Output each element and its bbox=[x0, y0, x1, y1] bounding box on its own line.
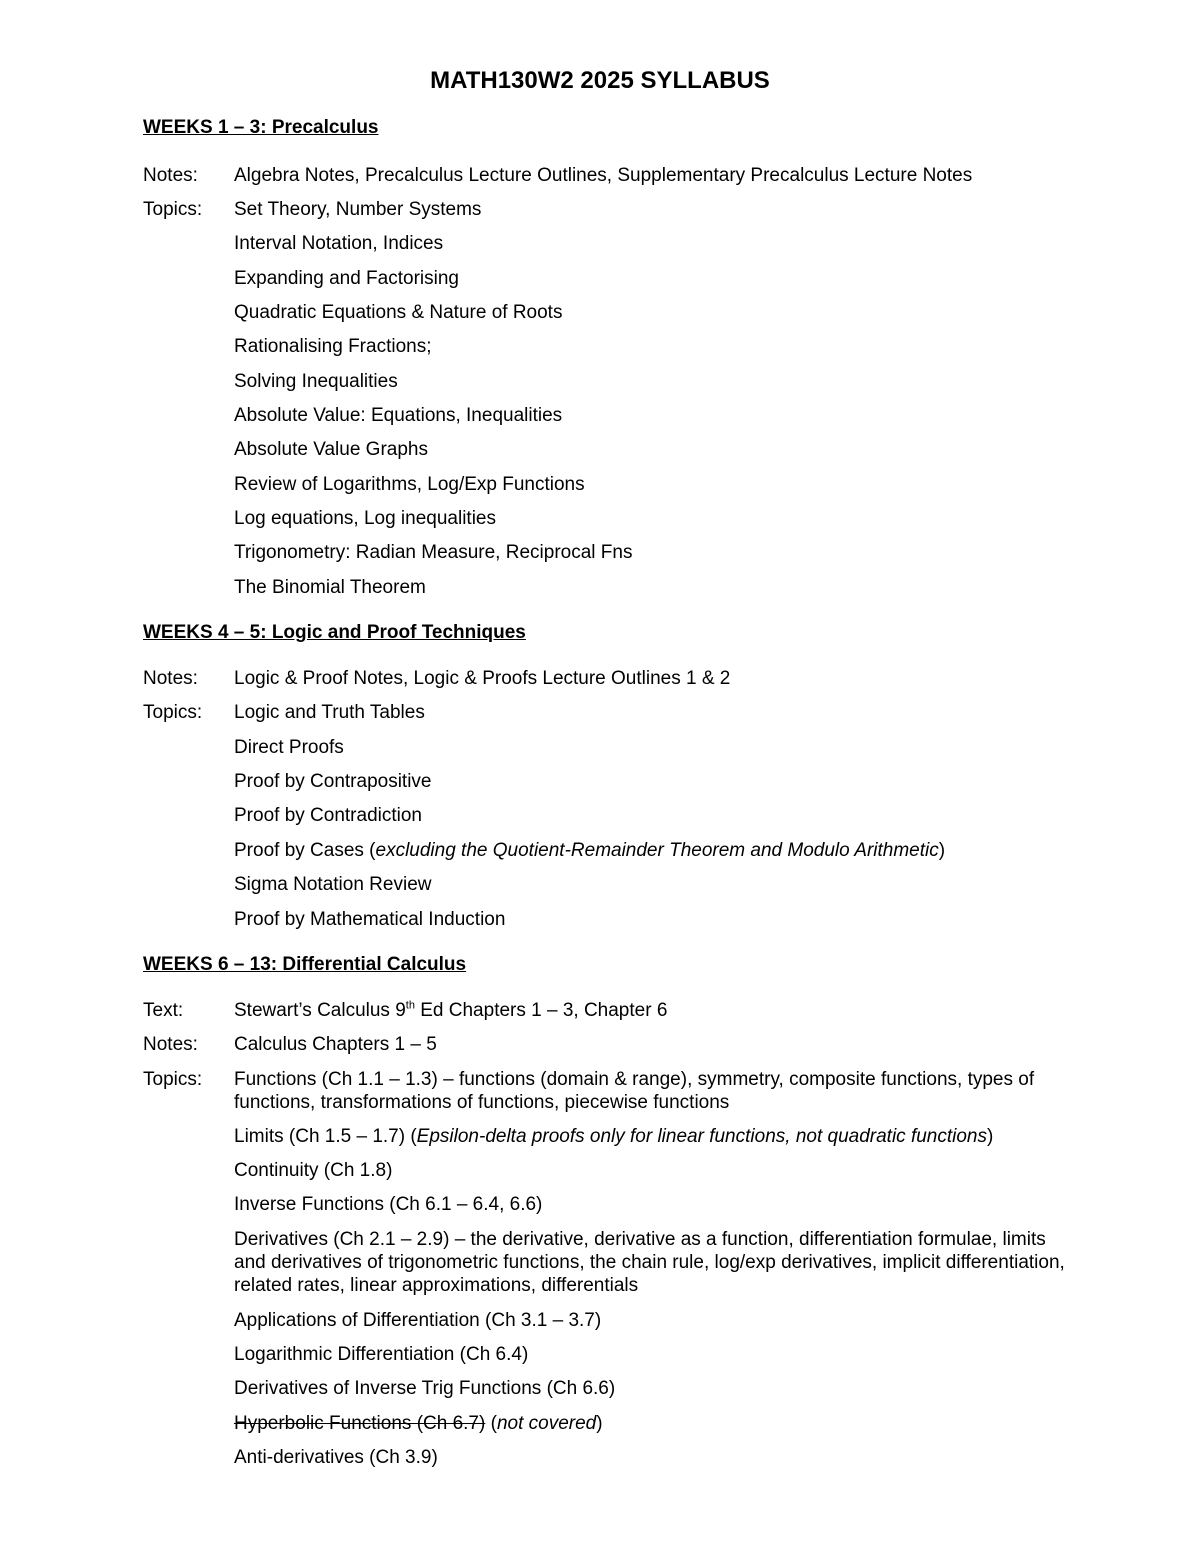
topic-item: Review of Logarithms, Log/Exp Functions bbox=[234, 474, 585, 495]
text-label: Text: bbox=[143, 1000, 184, 1021]
topic-item: Derivatives of Inverse Trig Functions (Ch 6.6) bbox=[234, 1378, 616, 1399]
topic-item: Continuity (Ch 1.8) bbox=[234, 1160, 393, 1181]
topic-end-text: ) bbox=[596, 1413, 603, 1434]
topic-italic-note: excluding the Quotient-Remainder Theorem and Modulo Arithmetic bbox=[375, 840, 939, 861]
notes-text: Logic & Proof Notes, Logic & Proofs Lecture Outlines 1 & 2 bbox=[234, 668, 731, 689]
topic-item: The Binomial Theorem bbox=[234, 577, 426, 598]
section-heading-differential-calculus: WEEKS 6 – 13: Differential Calculus bbox=[143, 954, 467, 975]
struck-topic-text: Hyperbolic Functions (Ch 6.7) bbox=[234, 1413, 486, 1434]
topic-item: Logic and Truth Tables bbox=[234, 702, 425, 723]
topic-main-text: Proof by Cases ( bbox=[234, 840, 376, 861]
topic-item: Sigma Notation Review bbox=[234, 874, 432, 895]
topic-item: Derivatives (Ch 2.1 – 2.9) – the derivative, derivative as a function, differentiation formulae, limits and derivatives of trigonometric functions, the chain rule, log/exp derivatives, implicit differentiation, related rates, linear approximations, differentials bbox=[234, 1229, 1065, 1296]
notes-label: Notes: bbox=[143, 165, 198, 186]
section-heading-precalculus: WEEKS 1 – 3: Precalculus bbox=[143, 117, 379, 138]
topic-item: Absolute Value: Equations, Inequalities bbox=[234, 405, 563, 426]
edition-superscript: th bbox=[405, 999, 415, 1012]
topic-item bbox=[234, 1412, 1078, 1435]
topic-item bbox=[234, 1125, 1078, 1148]
topics-label: Topics: bbox=[143, 1069, 203, 1090]
textbook-text bbox=[234, 999, 1078, 1022]
notes-label: Notes: bbox=[143, 1034, 198, 1055]
topics-label: Topics: bbox=[143, 702, 203, 723]
topic-item: Applications of Differentiation (Ch 3.1 – 3.7) bbox=[234, 1310, 602, 1331]
notes-text: Algebra Notes, Precalculus Lecture Outlines, Supplementary Precalculus Lecture Notes bbox=[234, 165, 973, 186]
topic-item: Log equations, Log inequalities bbox=[234, 508, 496, 529]
topic-item: Quadratic Equations & Nature of Roots bbox=[234, 302, 563, 323]
topic-item: Absolute Value Graphs bbox=[234, 439, 428, 460]
topic-item: Proof by Mathematical Induction bbox=[234, 909, 506, 930]
topic-item: Direct Proofs bbox=[234, 737, 344, 758]
topic-main-text: Limits (Ch 1.5 – 1.7) ( bbox=[234, 1126, 417, 1147]
topic-item: Proof by Contrapositive bbox=[234, 771, 432, 792]
topic-item: Set Theory, Number Systems bbox=[234, 199, 482, 220]
topic-item: Interval Notation, Indices bbox=[234, 233, 444, 254]
document-title: MATH130W2 2025 SYLLABUS bbox=[430, 67, 770, 94]
topic-item: Anti-derivatives (Ch 3.9) bbox=[234, 1447, 438, 1468]
topic-item: Trigonometry: Radian Measure, Reciprocal Fns bbox=[234, 542, 633, 563]
section-heading-logic-proof: WEEKS 4 – 5: Logic and Proof Techniques bbox=[143, 622, 526, 643]
notes-text: Calculus Chapters 1 – 5 bbox=[234, 1034, 437, 1055]
topic-italic-note: not covered bbox=[496, 1413, 597, 1434]
topic-end-text: ) bbox=[938, 840, 946, 861]
topic-italic-note: Epsilon-delta proofs only for linear functions, not quadratic functions bbox=[416, 1126, 987, 1147]
textbook-chapters: Ed Chapters 1 – 3, Chapter 6 bbox=[414, 1000, 668, 1021]
topic-item: Proof by Contradiction bbox=[234, 805, 422, 826]
topic-item: Expanding and Factorising bbox=[234, 268, 459, 289]
textbook-title: Stewart’s Calculus 9 bbox=[234, 1000, 406, 1021]
topic-item bbox=[234, 839, 1078, 862]
notes-label: Notes: bbox=[143, 668, 198, 689]
topic-mid-text: ( bbox=[485, 1413, 497, 1434]
topics-label: Topics: bbox=[143, 199, 203, 220]
topic-item: Rationalising Fractions; bbox=[234, 336, 432, 357]
topic-end-text: ) bbox=[987, 1126, 994, 1147]
topic-item: Logarithmic Differentiation (Ch 6.4) bbox=[234, 1344, 529, 1365]
topic-item: Solving Inequalities bbox=[234, 371, 398, 392]
topic-item: Functions (Ch 1.1 – 1.3) – functions (domain & range), symmetry, composite functions, types of functions, transformations of functions, piecewise functions bbox=[234, 1069, 1035, 1113]
topic-item: Inverse Functions (Ch 6.1 – 6.4, 6.6) bbox=[234, 1194, 543, 1215]
